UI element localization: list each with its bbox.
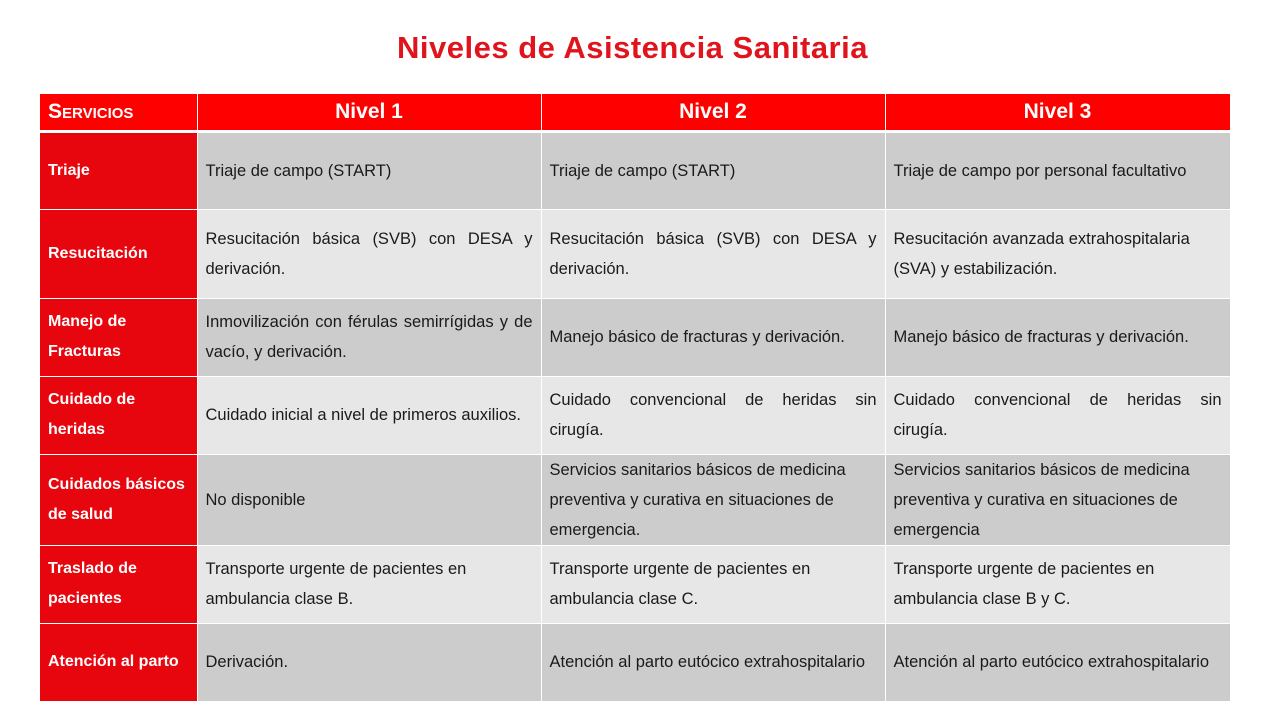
- table-cell: Servicios sanitarios básicos de medicina preventiva y curativa en situaciones de emergencia.: [541, 454, 885, 545]
- table-cell: Manejo básico de fracturas y derivación.: [885, 298, 1230, 376]
- column-header-servicios: Servicios: [40, 94, 197, 131]
- table-cell: Derivación.: [197, 623, 541, 701]
- table-row: [40, 454, 1230, 545]
- column-header-nivel-3: Nivel 3: [885, 94, 1230, 131]
- row-label-traslado-pacientes: Traslado de pacientes: [40, 545, 197, 623]
- table-cell: Manejo básico de fracturas y derivación.: [541, 298, 885, 376]
- table-row: [40, 545, 1230, 623]
- table-cell: Triaje de campo (START): [197, 131, 541, 209]
- table-row: [40, 298, 1230, 376]
- column-header-nivel-1: Nivel 1: [197, 94, 541, 131]
- table-cell: Resucitación avanzada extrahospitalaria (SVA) y estabilización.: [885, 209, 1230, 298]
- row-label-cuidados-basicos: Cuidados básicos de salud: [40, 454, 197, 545]
- table-row: [40, 623, 1230, 701]
- row-label-cuidado-heridas: Cuidado de heridas: [40, 376, 197, 454]
- table-cell: No disponible: [197, 454, 541, 545]
- table-cell: Atención al parto eutócico extrahospitalario: [541, 623, 885, 701]
- table-cell: Triaje de campo (START): [541, 131, 885, 209]
- table-cell: Transporte urgente de pacientes en ambulancia clase C.: [541, 545, 885, 623]
- table-cell: Resucitación básica (SVB) con DESA y derivación.: [197, 209, 541, 298]
- table-row: [40, 376, 1230, 454]
- table-cell: Inmovilización con férulas semirrígidas y de vacío, y derivación.: [197, 298, 541, 376]
- table-cell: Transporte urgente de pacientes en ambulancia clase B.: [197, 545, 541, 623]
- table-cell: Cuidado convencional de heridas sin cirugía.: [541, 376, 885, 454]
- table-header-row: [40, 94, 1230, 131]
- row-label-manejo-fracturas: Manejo de Fracturas: [40, 298, 197, 376]
- table-row: [40, 131, 1230, 209]
- table-cell: Cuidado convencional de heridas sin cirugía.: [885, 376, 1230, 454]
- table-cell: Resucitación básica (SVB) con DESA y derivación.: [541, 209, 885, 298]
- row-label-resucitacion: Resucitación: [40, 209, 197, 298]
- table-row: [40, 209, 1230, 298]
- table-cell: Triaje de campo por personal facultativo: [885, 131, 1230, 209]
- page-title: Niveles de Asistencia Sanitaria: [397, 30, 868, 65]
- levels-table: [40, 94, 1231, 702]
- row-label-triaje: Triaje: [40, 131, 197, 209]
- table-cell: Cuidado inicial a nivel de primeros auxilios.: [197, 376, 541, 454]
- table-cell: Servicios sanitarios básicos de medicina preventiva y curativa en situaciones de emergencia: [885, 454, 1230, 545]
- column-header-nivel-2: Nivel 2: [541, 94, 885, 131]
- table-cell: Transporte urgente de pacientes en ambulancia clase B y C.: [885, 545, 1230, 623]
- row-label-atencion-parto: Atención al parto: [40, 623, 197, 701]
- table-cell: Atención al parto eutócico extrahospitalario: [885, 623, 1230, 701]
